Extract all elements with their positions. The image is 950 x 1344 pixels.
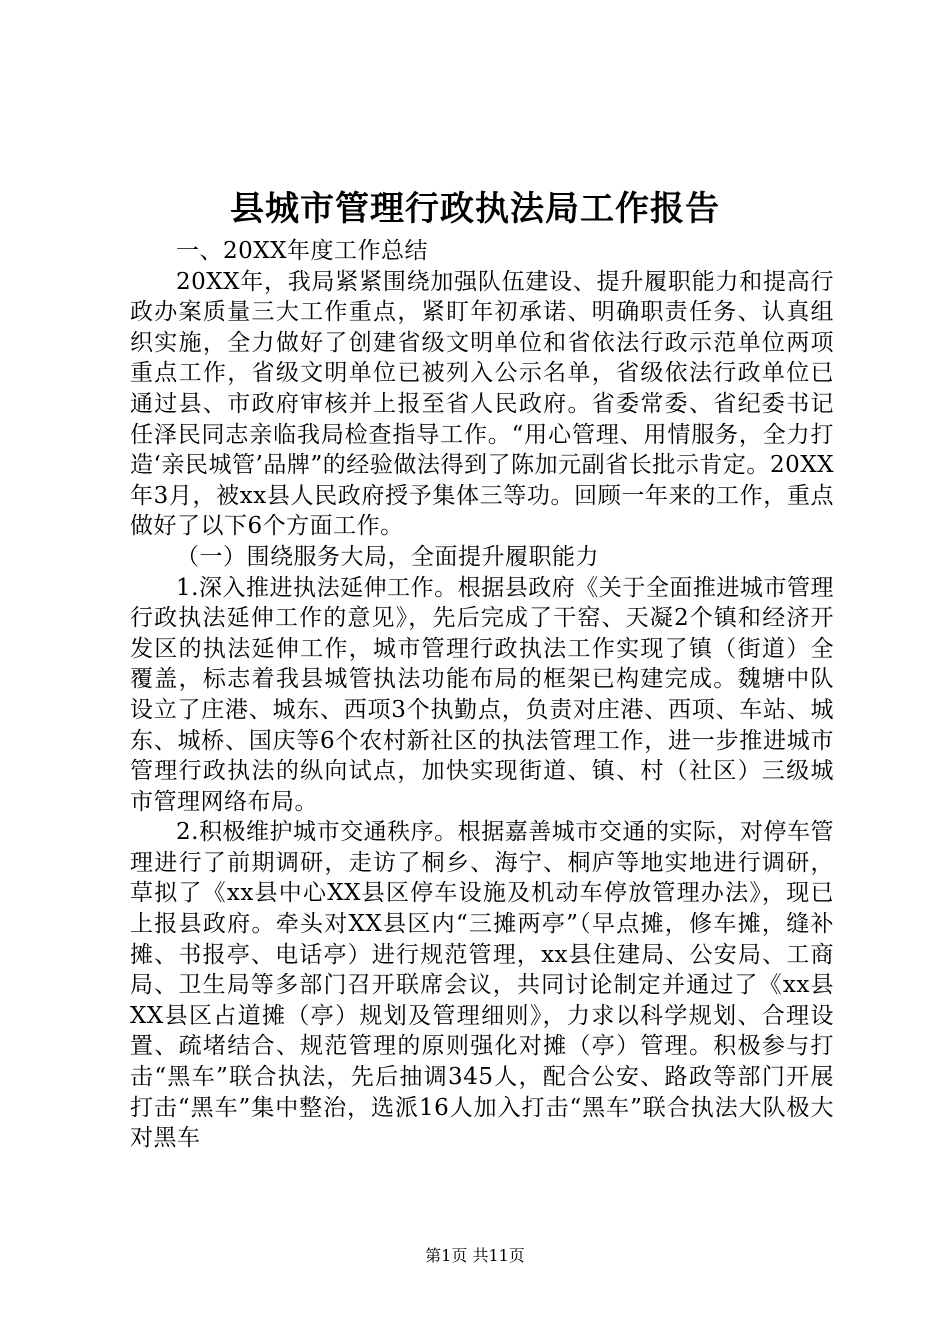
page-footer: 第1页 共11页 bbox=[425, 1246, 525, 1265]
document-title: 县城市管理行政执法局工作报告 bbox=[230, 189, 720, 229]
document-body bbox=[130, 236, 834, 1154]
section-heading: 一、20XX年度工作总结 bbox=[176, 238, 429, 264]
paragraph: 1.深入推进执法延伸工作。根据县政府《关于全面推进城市管理行政执法延伸工作的意见》，先后完成了干窑、天凝2个镇和经济开发区的执法延伸工作，城市管理行政执法工作实现了镇（街道）全覆盖，标志着我县城管执法功能布局的框架已构建完成。魏塘中队设立了庄港、城东、西项3个执勤点，负责对庄港、西项、车站、城东、城桥、国庆等6个农村新社区的执法管理工作，进一步推进城市管理行政执法的纵向试点，加快实现街道、镇、村（社区）三级城市管理网络布局。 bbox=[130, 574, 834, 815]
subsection-heading: （一）围绕服务大局，全面提升履职能力 bbox=[176, 543, 599, 570]
paragraph: 20XX年，我局紧紧围绕加强队伍建设、提升履职能力和提高行政办案质量三大工作重点，紧盯年初承诺、明确职责任务、认真组织实施，全力做好了创建省级文明单位和省依法行政示范单位两项重点工作，省级文明单位已被列入公示名单，省级依法行政单位已通过县、市政府审核并上报至省人民政府。省委常委、省纪委书记任泽民同志亲临我局检查指导工作。“用心管理、用情服务，全力打造‘亲民城管’品牌”的经验做法得到了陈加元副省长批示肯定。20XX年3月，被xx县人民政府授予集体三等功。回顾一年来的工作，重点做好了以下6个方面工作。 bbox=[130, 268, 834, 540]
paragraph: 2.积极维护城市交通秩序。根据嘉善城市交通的实际，对停车管理进行了前期调研，走访了桐乡、海宁、桐庐等地实地进行调研，草拟了《xx县中心XX县区停车设施及机动车停放管理办法》，现已上报县政府。牵头对XX县区内“三摊两亭”（早点摊，修车摊，缝补摊、书报亭、电话亭）进行规范管理，xx县住建局、公安局、工商局、卫生局等多部门召开联席会议，共同讨论制定并通过了《xx县XX县区占道摊（亭）规划及管理细则》，力求以科学规划、合理设置、疏堵结合、规范管理的原则强化对摊（亭）管理。积极参与打击“黑车”联合执法，先后抽调345人，配合公安、路政等部门开展打击“黑车”集中整治，选派16人加入打击“黑车”联合执法大队极大对黑车 bbox=[130, 819, 834, 1152]
